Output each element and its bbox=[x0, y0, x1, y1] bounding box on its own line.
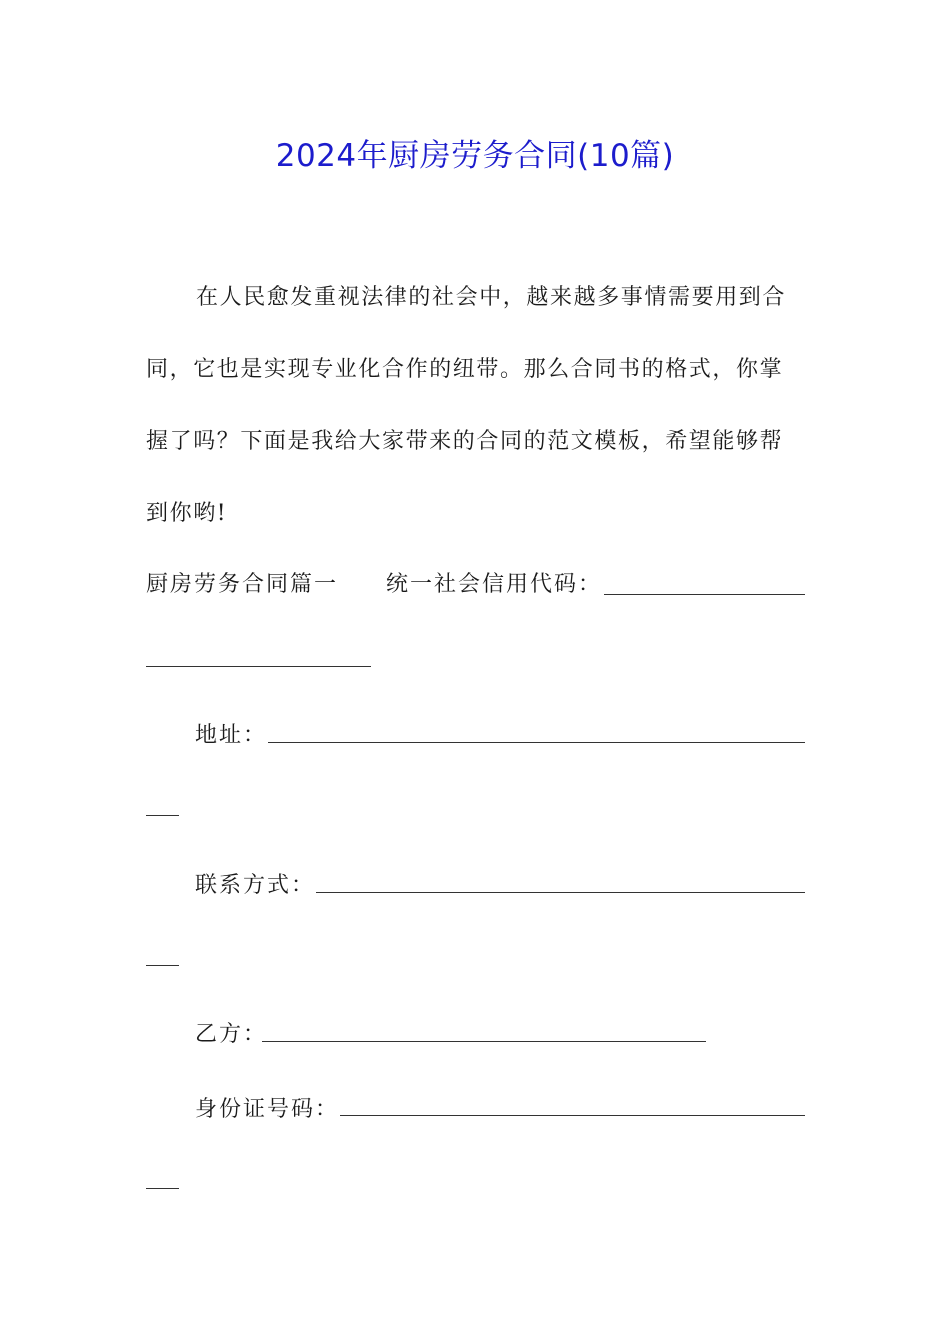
credit-code-blank-continued bbox=[146, 666, 371, 667]
id-number-blank-continued bbox=[146, 1188, 179, 1189]
intro-paragraph: 在人民愈发重视法律的社会中，越来越多事情需要用到合同，它也是实现专业化合作的纽带。那么合同书的格式，你掌握了吗？下面是我给大家带来的合同的范文模板，希望能够帮到你哟! bbox=[146, 285, 787, 526]
section-heading: 厨房劳务合同篇一 bbox=[146, 572, 339, 597]
credit-code-label: 统一社会信用代码： bbox=[386, 572, 603, 597]
id-number-blank bbox=[340, 1115, 805, 1116]
party-b-blank bbox=[262, 1041, 706, 1042]
party-b-label: 乙方： bbox=[195, 1022, 268, 1047]
address-label: 地址： bbox=[195, 723, 268, 748]
address-blank bbox=[268, 742, 805, 743]
address-blank-continued bbox=[146, 815, 179, 816]
id-number-label: 身份证号码： bbox=[195, 1097, 340, 1122]
credit-code-blank bbox=[604, 594, 805, 595]
document-title: 2024年厨房劳务合同(10篇) bbox=[275, 138, 675, 174]
contact-blank bbox=[316, 892, 805, 893]
contact-blank-continued bbox=[146, 965, 179, 966]
contact-label: 联系方式： bbox=[195, 873, 316, 898]
